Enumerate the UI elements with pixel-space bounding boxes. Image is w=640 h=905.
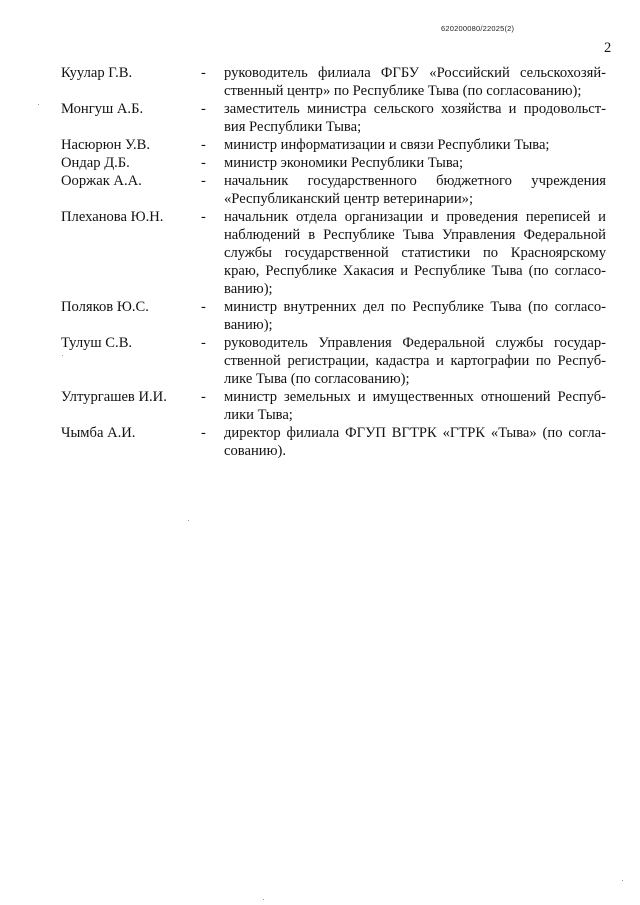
member-name: Куулар Г.В. <box>61 65 133 81</box>
member-name: Насюрюн У.В. <box>61 137 151 153</box>
role-line: министр земельных и имущественных отношений Респуб- <box>224 389 606 405</box>
member-role <box>221 334 606 388</box>
dash-separator: - <box>201 389 206 405</box>
scan-speck <box>622 880 623 881</box>
dash-separator: - <box>201 209 206 225</box>
member-row <box>61 298 606 334</box>
member-role <box>221 172 606 208</box>
member-name: Тулуш С.В. <box>61 335 133 351</box>
member-role <box>221 100 606 136</box>
member-name: Поляков Ю.С. <box>61 299 149 315</box>
member-row <box>61 154 606 172</box>
member-role <box>221 154 606 172</box>
member-row <box>61 64 606 100</box>
dash-separator: - <box>201 425 206 441</box>
member-role <box>221 136 606 154</box>
role-line: министр экономики Республики Тыва; <box>224 155 464 171</box>
scan-speck <box>263 899 264 900</box>
member-role <box>221 298 606 334</box>
member-name: Ооржак А.А. <box>61 173 142 189</box>
role-line: директор филиала ФГУП ВГТРК «ГТРК «Тыва» (по согла- <box>224 425 606 441</box>
member-name: Плеханова Ю.Н. <box>61 209 164 225</box>
page-number: 2 <box>604 40 612 56</box>
members-list <box>61 64 606 460</box>
member-row <box>61 172 606 208</box>
member-name: Чымба А.И. <box>61 425 136 441</box>
member-role <box>221 64 606 100</box>
role-line: сованию). <box>224 443 286 459</box>
role-line: ванию); <box>224 281 273 297</box>
member-role <box>221 424 606 460</box>
role-line: начальник отдела организации и проведения переписей и <box>224 209 606 225</box>
scan-speck <box>188 520 189 521</box>
member-row <box>61 136 606 154</box>
role-line: руководитель Управления Федеральной службы государ- <box>224 335 606 351</box>
dash-separator: - <box>201 65 206 81</box>
role-line: заместитель министра сельского хозяйства и продовольст- <box>224 101 606 117</box>
scan-speck <box>62 355 63 356</box>
role-line: службы государственной статистики по Красноярскому <box>224 245 606 261</box>
role-line: начальник государственного бюджетного учреждения <box>224 173 606 189</box>
role-line: краю, Республике Хакасия и Республике Тыва (по согласо- <box>224 263 606 279</box>
role-line: лике Тыва (по согласованию); <box>224 371 410 387</box>
member-row <box>61 334 606 388</box>
dash-separator: - <box>201 137 206 153</box>
member-role <box>221 388 606 424</box>
role-line: ственный центр» по Республике Тыва (по согласованию); <box>224 83 582 99</box>
role-line: ственной регистрации, кадастра и картографии по Респуб- <box>224 353 606 369</box>
role-line: министр информатизации и связи Республики Тыва; <box>224 137 550 153</box>
role-line: лики Тыва; <box>224 407 293 423</box>
dash-separator: - <box>201 173 206 189</box>
document-code: 620200080/22025(2) <box>441 24 515 33</box>
role-line: руководитель филиала ФГБУ «Российский сельскохозяй- <box>224 65 606 81</box>
member-name: Монгуш А.Б. <box>61 101 144 117</box>
scan-speck <box>38 104 39 105</box>
role-line: министр внутренних дел по Республике Тыва (по согласо- <box>224 299 606 315</box>
dash-separator: - <box>201 155 206 171</box>
member-row <box>61 424 606 460</box>
dash-separator: - <box>201 299 206 315</box>
role-line: ванию); <box>224 317 273 333</box>
member-name: Ондар Д.Б. <box>61 155 130 171</box>
role-line: наблюдений в Республике Тыва Управления Федеральной <box>224 227 606 243</box>
member-role <box>221 208 606 298</box>
member-row <box>61 208 606 298</box>
role-line: «Республиканский центр ветеринарии»; <box>224 191 473 207</box>
member-row <box>61 100 606 136</box>
member-row <box>61 388 606 424</box>
dash-separator: - <box>201 335 206 351</box>
member-name: Ултургашев И.И. <box>61 389 167 405</box>
role-line: вия Республики Тыва; <box>224 119 362 135</box>
dash-separator: - <box>201 101 206 117</box>
